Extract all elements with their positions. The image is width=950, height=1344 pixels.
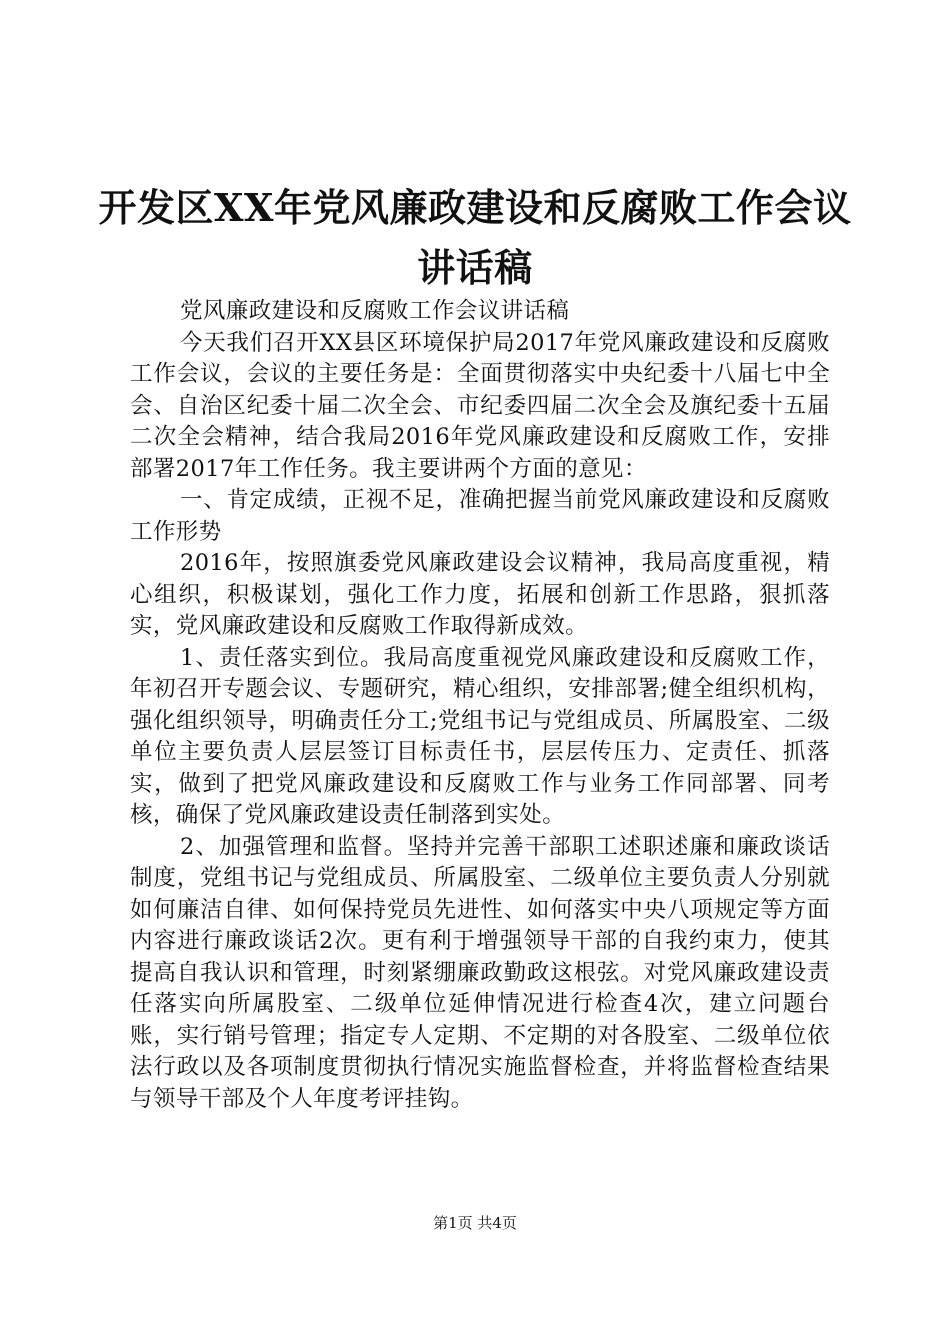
title-block	[80, 178, 870, 298]
subtitle-paragraph: 党风廉政建设和反腐败工作会议讲话稿	[180, 298, 570, 324]
document-body	[130, 296, 830, 1115]
point-2-paragraph: 2、加强管理和监督。坚持并完善干部职工述职述廉和廉政谈话制度，党组书记与党组成员、所属股室、二级单位主要负责人分别就如何廉洁自律、如何保持党员先进性、如何落实中央八项规定等方面内容进行廉政谈话2次。更有利于增强领导干部的自我约束力，使其提高自我认识和管理，时刻紧绷廉政勤政这根弦。对党风廉政建设责任落实向所属股室、二级单位延伸情况进行检查4次，建立问题台账，实行销号管理；指定专人定期、不定期的对各股室、二级单位依法行政以及各项制度贯彻执行情况实施监督检查，并将监督检查结果与领导干部及个人年度考评挂钩。	[130, 833, 830, 1112]
intro-paragraph: 今天我们召开XX县区环境保护局2017年党风廉政建设和反腐败工作会议，会议的主要任务是：全面贯彻落实中央纪委十八届七中全会、自治区纪委十届二次全会、市纪委四届二次全会及旗纪委十五届二次全会精神，结合我局2016年党风廉政建设和反腐败工作，安排部署2017年工作任务。我主要讲两个方面的意见：	[130, 329, 830, 482]
page-footer: 第1页 共4页	[433, 1214, 517, 1232]
summary-paragraph: 2016年，按照旗委党风廉政建设会议精神，我局高度重视，精心组织，积极谋划，强化工作力度，拓展和创新工作思路，狠抓落实，党风廉政建设和反腐败工作取得新成效。	[130, 550, 830, 639]
document-title-line-1: 开发区XX年党风廉政建设和反腐败工作会议	[98, 185, 852, 230]
document-title-line-2: 讲话稿	[417, 245, 533, 290]
point-1-paragraph: 1、责任落实到位。我局高度重视党风廉政建设和反腐败工作，年初召开专题会议、专题研究，精心组织，安排部署;健全组织机构，强化组织领导，明确责任分工;党组书记与党组成员、所属股室、二级单位主要负责人层层签订目标责任书，层层传压力、定责任、抓落实，做到了把党风廉政建设和反腐败工作与业务工作同部署、同考核，确保了党风廉政建设责任制落到实处。	[130, 644, 830, 828]
section-heading-paragraph: 一、肯定成绩，正视不足，准确把握当前党风廉政建设和反腐败工作形势	[130, 487, 830, 545]
